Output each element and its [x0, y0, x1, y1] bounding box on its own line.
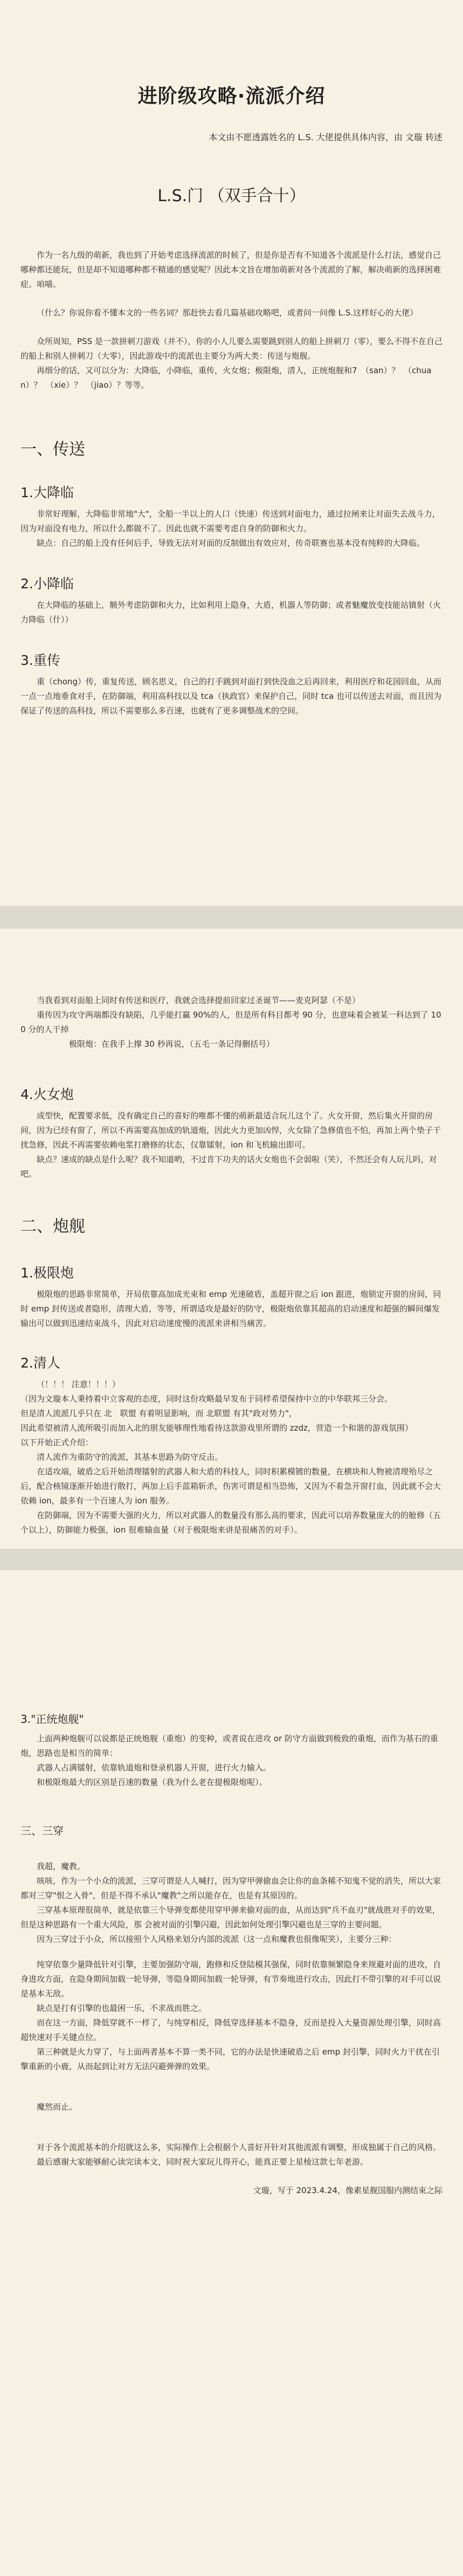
subsection-heading: 3."正统炮舰": [20, 1713, 84, 1726]
body-paragraph: 三穿基本原理很简单，就是依靠三个导弹变都使用穿甲弹来偷对面的血，从而达到"兵不血刃"就战胜对手的效果，但是这种思路有一个重大风险，那 会被对面的引擎闪避，因此如何处理引擎闪避也是三穿的主要问题。: [20, 1905, 440, 1929]
body-paragraph: 武器人占满镭射，依靠轨道炮和登录机器人开窗，进行火力输入。: [37, 1763, 272, 1773]
subsection-heading: 2.小降临: [20, 576, 74, 592]
body-paragraph: 缺点？速成的缺点是什么呢？我不知道哟，不过肯下功夫的话火女炮也不会弱啦（笑），不然还会有人玩儿吗，对吧。: [20, 1155, 437, 1179]
body-paragraph: 因为三穿过于小众，所以接照个人风格来划分内部的流派（这一点和魔教也很像呢笑），主要分三种：: [37, 1934, 397, 1944]
body-paragraph: 最后感谢大家能够耐心读完读本文，同时祝大家玩儿得开心，能真正要上星棱这款七年老游。: [37, 2157, 369, 2167]
body-paragraph: 在防御端，因为不需要大强的火力，所以对武器人的数量没有那么高的要求，因此可以培养数量庞大的的舱修（五个以上），防御能力极强，ion 很难输血量（对于极限炮来讲是很痛苦的对手）。: [20, 1510, 441, 1535]
body-paragraph: 咳咳，作为一个小众的流派，三穿可谓是人人喊打，因为穿甲弹偷血会让你的血条稀不知鬼不觉的消失，所以大家都对三穿"恨之入骨"，但是不得不承认"魔教"之所以能存在，也是有其原因的。: [20, 1876, 441, 1900]
document-page-3: [0, 1570, 463, 2576]
document-page-2: [0, 929, 463, 1549]
intro-paragraph: 再细分的话，又可以分为：大降临，小降临，重传，火女炮；极限炮，清人，正统炮舰和7 （san）？ （chuan）？ （xie）？ （jiao）？等等。: [20, 366, 432, 390]
intro-paragraph: （什么？你说你看不懂本文的一些名词？那赶快去看几篇基础攻略吧，或者问一问像 L.S.这样好心的大佬）: [37, 308, 418, 318]
intro-paragraph: 作为一名九级的萌新，我也到了开始考虑选择流派的时候了，但是你是否有不知道各个流派是什么打法，感觉自己哪种都还能玩，但是却不知道哪种都不精通的感觉呢？因此本文旨在增加萌新对各个流派的了解，解决萌新的选择困难症。咱喵。: [20, 250, 441, 289]
body-paragraph: 第三种就是火力穿了，与上面两者基本不算一类不同，它的办法是快速破盾之后 emp 封引擎，同时火力干扰在引擎重新的小鹿，从而起到让对方无法闪避弹弹的效果。: [20, 2047, 440, 2071]
intro-paragraph: 众所周知，PSS 是一款拼刺刀游戏（并不），你的小人儿要么需要跳到别人的船上拼刺刀（零），要么不得不在自己的船上和别人拼刺刀（大零），因此游戏中的流派也主要分为两大类：传送与炮舰。: [20, 336, 443, 361]
body-paragraph: 极限炮：在我手上撑 30 秒再说，（五毛一条记得删括号）: [69, 1039, 275, 1049]
page-separator: [0, 906, 463, 929]
intro-section: [20, 248, 443, 393]
subsection-heading: 4.火女炮: [20, 1087, 74, 1102]
body-paragraph: 缺点：自己的船上没有任何后手，导致无法对对面的反制做出有效应对，传奇联赛也基本没有纯粹的大降临。: [37, 538, 425, 548]
document-author: L.S.门 （双手合十）: [157, 187, 306, 205]
body-paragraph: 当我看到对面船上同时有传送和医疗，我就会选择提前回家过圣诞节——麦克阿瑟（不是）: [37, 995, 361, 1005]
body-paragraph: 在适攻端，破盾之后开始清理镭射的武器人和大盾的科技人，同时积累模镀的数量，在横块和人物被清理殆尽之后，配合核镜逐渐开始进行散打，两加上后手蓝箱斩杀，伤害可谓是相当恐怖，又因为不着急开窗打血，因此就不会大依赖 ion，最多有一个百速人为 ion 服务。: [20, 1467, 441, 1506]
body-paragraph: 非常好理解，大降临非常地"大"，全船一半以上的人口（快速）传送到对面电力，通过拉闸来让对面失去战斗力，因为对面没有电力，所以什么都做不了。因此也就不需要考虑自身的防御和火力。: [20, 509, 440, 533]
body-paragraph: （因为文璇本人秉持着中立客观的态度，同时这份攻略最早发布于同样希望保持中立的中华联邦三分会。: [20, 1394, 393, 1404]
page-separator: [0, 1549, 463, 1570]
document-subtitle: 本文由不愿透露姓名的 L.S. 大佬提供具体内容，由 文璇 转述: [209, 132, 443, 142]
subsection-heading: 1.极限炮: [20, 1265, 74, 1281]
body-paragraph: 清人流作为重防守的流派，其基本思路为防守反击。: [37, 1452, 223, 1462]
subsection-heading: 1.大降临: [20, 485, 74, 500]
document-page-1: [0, 0, 463, 906]
body-paragraph: 因此希望被清人流所吸引而加入北的朋友能够理性地看待这款游戏里所谓的 zzdz，营造一个和谐的游戏氛围）: [20, 1423, 413, 1433]
body-paragraph: 上面两种炮舰可以说都是正统炮舰（重炮）的变种，或者说在进攻 or 防守方面做到极致的重炮，而作为基石的重炮，思路也是相当的简单：: [20, 1734, 438, 1758]
signature-line: 文璇，写于 2023.4.24，像素星舰国服内测结束之际: [253, 2186, 443, 2195]
body-paragraph: 和极限炮最大的区别是百速的数量（我为什么老在提极限炮呢）。: [37, 1777, 267, 1787]
body-paragraph: 但是清人流派几乎只在 北 联盟 有着明显影响，而 北联盟 有其"政对势力"，: [20, 1409, 297, 1418]
body-paragraph: 对于各个流派基本的介绍就这么多，实际操作上会根据个人喜好开针对其他流派有调整，形成独属于自己的风格。: [37, 2142, 441, 2152]
body-paragraph: 魔然而止。: [37, 2102, 78, 2112]
body-paragraph: 在大降临的基础上，额外考虑防御和火力，比如利用上隐身，大盾，机器人等防御；或者魅魔放变技能站镇射（火力降临（什））: [20, 600, 441, 624]
body-paragraph: 而在这一方面，降低穿就不一样了，与纯穿相反，降低穿选择基本不隐身，反而是投入大量资源处理引擎，同时高超快速对手关键点位。: [20, 2018, 441, 2042]
subsection-heading: 2.清人: [20, 1355, 60, 1371]
subsection-heading: 3.重传: [20, 652, 60, 668]
body-paragraph: 重（chong）传，重复传送，顾名思义，自己的打手跳到对面打到快没血之后再回来，利用医疗和花园回血，从而一点一点地垂食对手，在防御端，利用高科技以及 tca（执政官）来保护自己，同时 tca 也可以传送去对面，而且因为保证了传送的高科技，所以不需要那么多百速，也就有了更多调整战术的空间。: [20, 677, 441, 716]
document-title: 进阶级攻略·流派介绍: [137, 85, 326, 107]
body-paragraph: 缺点是打有引擎的也最困一乐，不求战而胜之。: [37, 2003, 207, 2013]
section-heading: 二、炮舰: [20, 1217, 85, 1236]
section-heading: 三、三穿: [20, 1824, 64, 1837]
body-paragraph: 纯穿依靠少量降低针对引擎，主要加强防守端，跑修和反登陆模其强保，同时依靠频繁隐身来规避对面的进攻，自身进攻方面，在隐身期间加载一轮导弹，等隐身期间加载一轮导弹，有节奏地进行攻击，因此打不带引擎的对手可以说是基本无敌。: [20, 1960, 441, 1998]
section-heading: 一、传送: [20, 440, 85, 459]
body-paragraph: （！！！ 注意！！！）: [37, 1379, 120, 1389]
body-paragraph: 以下开始正式介绍：: [20, 1438, 94, 1447]
body-paragraph: 极限炮的思路非常简单，开局依靠高加成光束和 emp 光速破盾，盖超开窗之后 ion 跟进，炮锁定开窗的房间，同时 emp 封传送或者隐形，清理大盾，等等，所谓适攻是最好的防守，极限炮依靠其超高的启动速度和超强的瞬间爆发输出可以做到迅速结束战斗，因此对启动速度慢的流派来讲相当痛苦。: [20, 1289, 441, 1328]
body-paragraph: 重传因为攻守两端都没有缺陷，几乎能打赢 90%的人，但是所有科目都考 90 分，也意味着会被某一科达到了 100 分的人干掉: [20, 1010, 441, 1034]
body-paragraph: 成型快，配置要求低，没有确定自己的喜好的唯都不懂的萌新最适合玩儿这个了。火女开窗，然后集火开窗的房间，因为已经有窗了，所以不再需要高加成的轨道炮，因此火力更加凶悍，火女除了急修值也不怕，再加上两个垫子干扰急修，因此不再需要依赖电浆打磨修的状态，仅靠镭射，ion 和飞机输出即可。: [20, 1111, 441, 1150]
body-paragraph: 我超，魔教。: [37, 1861, 86, 1871]
